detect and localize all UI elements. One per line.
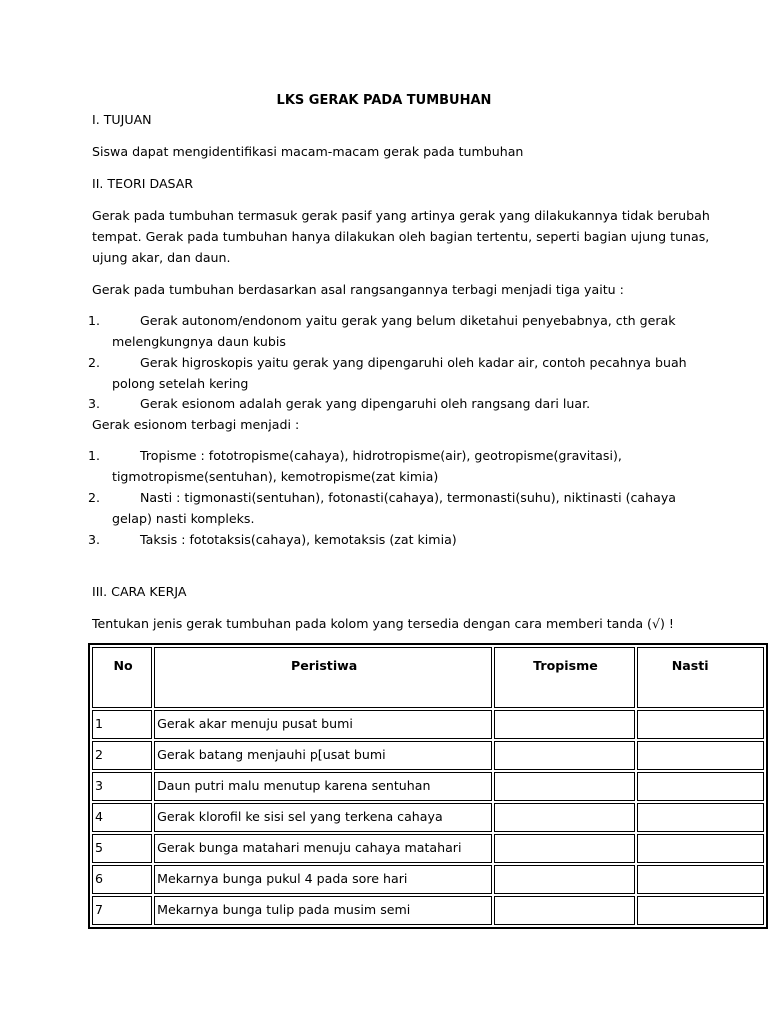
list2-item-1-text: Tropisme : fototropisme(cahaya), hidrotropisme(air), geotropisme(gravitasi),	[140, 448, 622, 463]
row-event: Gerak bunga matahari menuju cahaya matahari	[154, 834, 492, 863]
list2-item-3-text: Taksis : fototaksis(cahaya), kemotaksis (zat kimia)	[140, 532, 457, 547]
list1-item-2-cont: polong setelah kering	[112, 376, 249, 391]
list2-item-2-number: 2.	[88, 490, 101, 505]
table-row	[92, 834, 764, 863]
esionom-intro: Gerak esionom terbagi menjadi :	[92, 417, 300, 432]
tropisme-check-cell[interactable]	[494, 710, 634, 739]
table-header-row	[92, 647, 764, 708]
row-number: 7	[92, 896, 152, 925]
table-row	[92, 710, 764, 739]
cara-kerja-instruction: Tentukan jenis gerak tumbuhan pada kolom yang tersedia dengan cara memberi tanda (√) !	[92, 616, 674, 631]
table-row	[92, 865, 764, 894]
tropisme-check-cell[interactable]	[494, 741, 634, 770]
tropisme-check-cell[interactable]	[494, 896, 634, 925]
tropisme-check-cell[interactable]	[494, 772, 634, 801]
row-number: 4	[92, 803, 152, 832]
teori-paragraph-line-2: tempat. Gerak pada tumbuhan hanya dilakukan oleh bagian tertentu, seperti bagian ujung tunas,	[92, 229, 710, 244]
table-row	[92, 772, 764, 801]
list1-item-3-text: Gerak esionom adalah gerak yang dipengaruhi oleh rangsang dari luar.	[140, 396, 591, 411]
nasti-check-cell[interactable]	[637, 865, 764, 894]
row-event: Daun putri malu menutup karena sentuhan	[154, 772, 492, 801]
row-event: Mekarnya bunga pukul 4 pada sore hari	[154, 865, 492, 894]
row-event: Gerak akar menuju pusat bumi	[154, 710, 492, 739]
table-row	[92, 803, 764, 832]
teori-paragraph-2: Gerak pada tumbuhan berdasarkan asal rangsangannya terbagi menjadi tiga yaitu :	[92, 282, 624, 297]
list2-item-2-text: Nasti : tigmonasti(sentuhan), fotonasti(cahaya), termonasti(suhu), niktinasti (cahaya	[140, 490, 677, 505]
row-event: Gerak klorofil ke sisi sel yang terkena cahaya	[154, 803, 492, 832]
nasti-check-cell[interactable]	[637, 741, 764, 770]
tropisme-check-cell[interactable]	[494, 834, 634, 863]
nasti-check-cell[interactable]	[637, 834, 764, 863]
nasti-check-cell[interactable]	[637, 710, 764, 739]
tujuan-text: Siswa dapat mengidentifikasi macam-macam gerak pada tumbuhan	[92, 144, 524, 159]
section-heading-tujuan: I. TUJUAN	[92, 112, 152, 127]
header-tropisme: Tropisme	[494, 647, 634, 708]
header-nasti: Nasti	[637, 647, 764, 708]
list2-item-3-number: 3.	[88, 532, 101, 547]
document-title: LKS GERAK PADA TUMBUHAN	[276, 93, 492, 108]
observation-table	[88, 643, 768, 929]
teori-paragraph-line-3: ujung akar, dan daun.	[92, 250, 231, 265]
list1-item-2-text: Gerak higroskopis yaitu gerak yang dipengaruhi oleh kadar air, contoh pecahnya buah	[140, 355, 687, 370]
list2-item-1-number: 1.	[88, 448, 101, 463]
row-event: Mekarnya bunga tulip pada musim semi	[154, 896, 492, 925]
tropisme-check-cell[interactable]	[494, 803, 634, 832]
row-number: 2	[92, 741, 152, 770]
row-number: 5	[92, 834, 152, 863]
row-number: 3	[92, 772, 152, 801]
header-no: No	[92, 647, 152, 708]
list1-item-1-number: 1.	[88, 313, 101, 328]
list1-item-3-number: 3.	[88, 396, 101, 411]
header-peristiwa: Peristiwa	[154, 647, 492, 708]
list2-item-2-cont: gelap) nasti kompleks.	[112, 511, 255, 526]
list1-item-2-number: 2.	[88, 355, 101, 370]
table-row	[92, 896, 764, 925]
list1-item-1-cont: melengkungnya daun kubis	[112, 334, 286, 349]
tropisme-check-cell[interactable]	[494, 865, 634, 894]
row-event: Gerak batang menjauhi p[usat bumi	[154, 741, 492, 770]
nasti-check-cell[interactable]	[637, 772, 764, 801]
nasti-check-cell[interactable]	[637, 803, 764, 832]
list2-item-1-cont: tigmotropisme(sentuhan), kemotropisme(zat kimia)	[112, 469, 439, 484]
row-number: 6	[92, 865, 152, 894]
teori-paragraph-line-1: Gerak pada tumbuhan termasuk gerak pasif yang artinya gerak yang dilakukannya tidak berubah	[92, 208, 710, 223]
section-heading-teori-dasar: II. TEORI DASAR	[92, 176, 194, 191]
list1-item-1-text: Gerak autonom/endonom yaitu gerak yang belum diketahui penyebabnya, cth gerak	[140, 313, 676, 328]
row-number: 1	[92, 710, 152, 739]
nasti-check-cell[interactable]	[637, 896, 764, 925]
table-row	[92, 741, 764, 770]
section-heading-cara-kerja: III. CARA KERJA	[92, 584, 187, 599]
